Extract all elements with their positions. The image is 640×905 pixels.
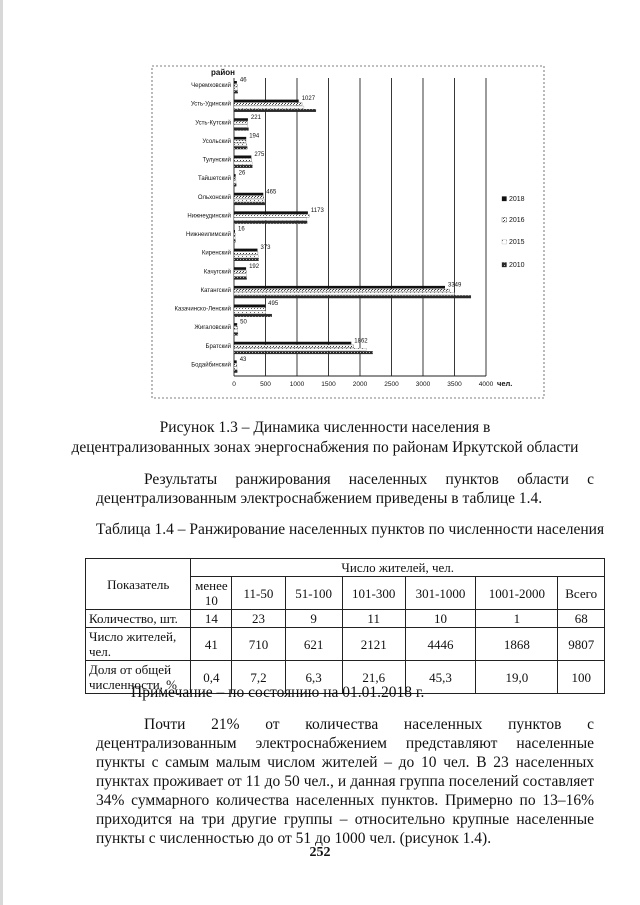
category-label: Казачинско-Ленский [174, 306, 231, 313]
data-label: 1027 [301, 96, 316, 103]
intro-line-2: децентрализованным электроснабжением приведены в таблице 1.4. [96, 490, 543, 507]
x-tick-label: 2500 [384, 381, 399, 388]
bar-2016 [234, 289, 449, 292]
bar-2015 [234, 348, 366, 351]
category-label: Тулунский [202, 157, 231, 164]
data-label: 194 [249, 133, 260, 140]
bar-2016 [234, 326, 237, 329]
bar-2018 [234, 305, 265, 308]
table-row [86, 610, 605, 628]
bar-2016 [234, 345, 354, 348]
table-cell: 100 [558, 661, 605, 694]
data-label: 16 [238, 226, 245, 233]
table-cell: 45,3 [405, 661, 476, 694]
bar-2018 [234, 211, 308, 214]
table-cell: 9807 [558, 628, 605, 661]
bar-2015 [234, 292, 455, 295]
bar-2015 [234, 181, 236, 184]
bar-2010 [234, 240, 235, 243]
table-cell: 6,3 [285, 661, 342, 694]
table-cell: 41 [191, 628, 232, 661]
bar-2010 [234, 146, 247, 149]
bar-2016 [234, 103, 302, 106]
table-cell: 621 [285, 628, 342, 661]
col-header: Всего [558, 577, 605, 610]
body-paragraph [96, 715, 594, 848]
row-label: Число жителей, чел. [86, 628, 191, 661]
x-tick-label: 1500 [321, 381, 336, 388]
bar-2018 [234, 156, 251, 159]
data-label: 43 [239, 356, 247, 363]
intro-line-1: Результаты ранжирования населенных пунктов области с [144, 471, 594, 488]
bar-2016 [234, 196, 264, 199]
bar-2015 [234, 255, 258, 258]
population-bar-chart [150, 64, 550, 402]
bar-2016 [234, 364, 237, 367]
col-header: 51-100 [285, 577, 342, 610]
category-label: Катангский [200, 287, 231, 294]
table-cell: 0,4 [191, 661, 232, 694]
x-axis-label: чел. [497, 379, 513, 388]
table-title: Таблица 1.4 – Ранжирование населенных пунктов по численности населения [96, 521, 605, 538]
bar-2010 [234, 109, 316, 112]
bar-2015 [234, 87, 237, 90]
bar-2016 [234, 270, 246, 273]
bar-2010 [234, 351, 373, 354]
category-label: Жигаловский [194, 325, 231, 332]
data-label: 275 [254, 152, 265, 158]
bar-2018 [234, 174, 236, 177]
col-header: 101-300 [342, 577, 405, 610]
bar-2018 [234, 193, 263, 196]
legend-label: 2016 [509, 217, 525, 224]
x-tick-label: 0 [232, 381, 236, 388]
data-label: 373 [260, 245, 271, 252]
bar-2018 [234, 81, 237, 84]
bar-2016 [234, 84, 237, 87]
bar-2010 [234, 91, 238, 94]
table-row [86, 628, 605, 661]
legend-swatch [502, 240, 507, 245]
category-label: Усольский [202, 138, 231, 145]
legend-label: 2010 [509, 262, 525, 269]
bar-2010 [234, 333, 238, 336]
bar-2016 [234, 233, 235, 236]
col-header: 301-1000 [405, 577, 476, 610]
bar-2016 [234, 215, 309, 218]
row-label: Доля от общей численности, % [86, 661, 191, 694]
table-cell: 21,6 [342, 661, 405, 694]
category-label: Киренский [201, 250, 231, 257]
bar-2010 [234, 221, 307, 224]
legend-label: 2015 [509, 239, 525, 246]
table-cell: 7,2 [232, 661, 285, 694]
bar-2015 [234, 125, 248, 128]
bar-2015 [234, 106, 304, 109]
x-tick-label: 4000 [478, 381, 494, 388]
bar-2018 [234, 323, 237, 326]
bar-2016 [234, 177, 236, 180]
table-cell: 68 [558, 610, 605, 628]
bar-2018 [234, 360, 237, 363]
header-indicator: Показатель [86, 559, 191, 610]
bar-2016 [234, 140, 246, 143]
page-number: 252 [309, 845, 331, 860]
bar-2016 [234, 159, 252, 162]
bar-2010 [234, 258, 259, 261]
data-label: 1862 [354, 338, 368, 345]
bar-2018 [234, 118, 248, 121]
category-label: Нижнеилимский [185, 232, 231, 238]
bar-2015 [234, 218, 306, 221]
table-cell: 710 [232, 628, 285, 661]
intro-paragraph [96, 470, 594, 508]
data-label: 3349 [447, 282, 462, 289]
bar-2018 [234, 286, 445, 289]
col-header: менее 10 [191, 577, 232, 610]
table-cell: 1868 [476, 628, 558, 661]
bar-2016 [234, 308, 266, 311]
bar-2010 [234, 370, 237, 373]
figure-caption [60, 418, 590, 458]
bar-2015 [234, 367, 237, 370]
data-label: 1173 [310, 207, 324, 214]
bar-2018 [234, 100, 299, 103]
bar-2015 [234, 274, 246, 277]
legend-swatch [502, 197, 507, 202]
bar-2015 [234, 330, 238, 333]
bar-2015 [234, 236, 235, 239]
legend-label: 2018 [509, 196, 525, 203]
x-tick-label: 3000 [415, 381, 431, 388]
bar-2010 [234, 202, 265, 205]
data-label: 221 [250, 114, 261, 121]
data-label: 50 [240, 319, 247, 326]
data-label: 465 [266, 189, 277, 196]
category-label: Черемховский [191, 83, 231, 89]
data-label: 46 [239, 77, 247, 84]
caption-line-2: децентрализованных зонах энергоснабжения по районам Иркутской области [71, 439, 579, 456]
x-tick-label: 500 [260, 381, 271, 388]
bar-2018 [234, 267, 246, 270]
y-axis-label: район [211, 68, 235, 77]
page-edge [0, 0, 3, 905]
bar-2015 [234, 311, 266, 314]
bar-2015 [234, 199, 264, 202]
col-header: 1001-2000 [476, 577, 558, 610]
bar-2015 [234, 162, 252, 165]
bar-2010 [234, 165, 252, 168]
table-cell: 14 [191, 610, 232, 628]
category-label: Качугский [203, 269, 231, 276]
bar-2016 [234, 252, 258, 255]
table-header-row [86, 559, 605, 577]
ranking-table [85, 558, 605, 694]
table-cell: 11 [342, 610, 405, 628]
col-header: 11-50 [232, 577, 285, 610]
legend-swatch [502, 263, 507, 268]
row-label: Количество, шт. [86, 610, 191, 628]
body-paragraph-text: Почти 21% от количества населенных пунктов с децентрализованным электроснабжением представляют населенные пункты с самым малым числом жителей – до 10 чел. В 23 населенных пунктах проживает от 11 до 50 чел., и данная группа поселений составляет 34% суммарного количества населенных пунктов. Примерно по 13–16% приходится на три другие группы – относительно крупные населенные пункты с численностью до от 51 до 1000 чел. (рисунок 1.4). [96, 716, 594, 847]
table-cell: 10 [405, 610, 476, 628]
table-cell: 2121 [342, 628, 405, 661]
x-tick-label: 2000 [352, 381, 368, 388]
data-label: 495 [268, 301, 279, 307]
x-tick-label: 1000 [289, 381, 305, 388]
bar-2010 [234, 314, 272, 317]
category-label: Бодайбинский [191, 362, 231, 369]
data-label: 192 [249, 263, 260, 270]
bar-2010 [234, 184, 236, 187]
category-label: Нижнеудинский [187, 213, 231, 220]
bar-2010 [234, 277, 247, 280]
table-note: Примечание – по состоянию на 01.01.2018 г. [131, 684, 425, 701]
bar-2015 [234, 143, 247, 146]
bar-2018 [234, 230, 235, 233]
header-group: Число жителей, чел. [191, 559, 605, 577]
table-cell: 23 [232, 610, 285, 628]
table-cell: 19,0 [476, 661, 558, 694]
data-label: 26 [238, 170, 246, 177]
category-label: Ольхонский [197, 194, 231, 201]
category-label: Усть-Удинский [190, 101, 231, 108]
x-tick-label: 3500 [447, 381, 462, 388]
table-cell: 1 [476, 610, 558, 628]
category-label: Тайшетский [197, 176, 231, 183]
legend-swatch [502, 218, 507, 223]
bar-2010 [234, 295, 471, 298]
table-cell: 9 [285, 610, 342, 628]
caption-line-1: Рисунок 1.3 – Динамика численности населения в [159, 419, 491, 436]
category-label: Братский [205, 343, 231, 350]
bar-2018 [234, 249, 257, 252]
bar-2018 [234, 342, 351, 345]
table-cell: 4446 [405, 628, 476, 661]
bar-2010 [234, 128, 248, 131]
category-label: Усть-Кутский [195, 120, 231, 127]
bar-2016 [234, 121, 248, 124]
bar-2018 [234, 137, 246, 140]
